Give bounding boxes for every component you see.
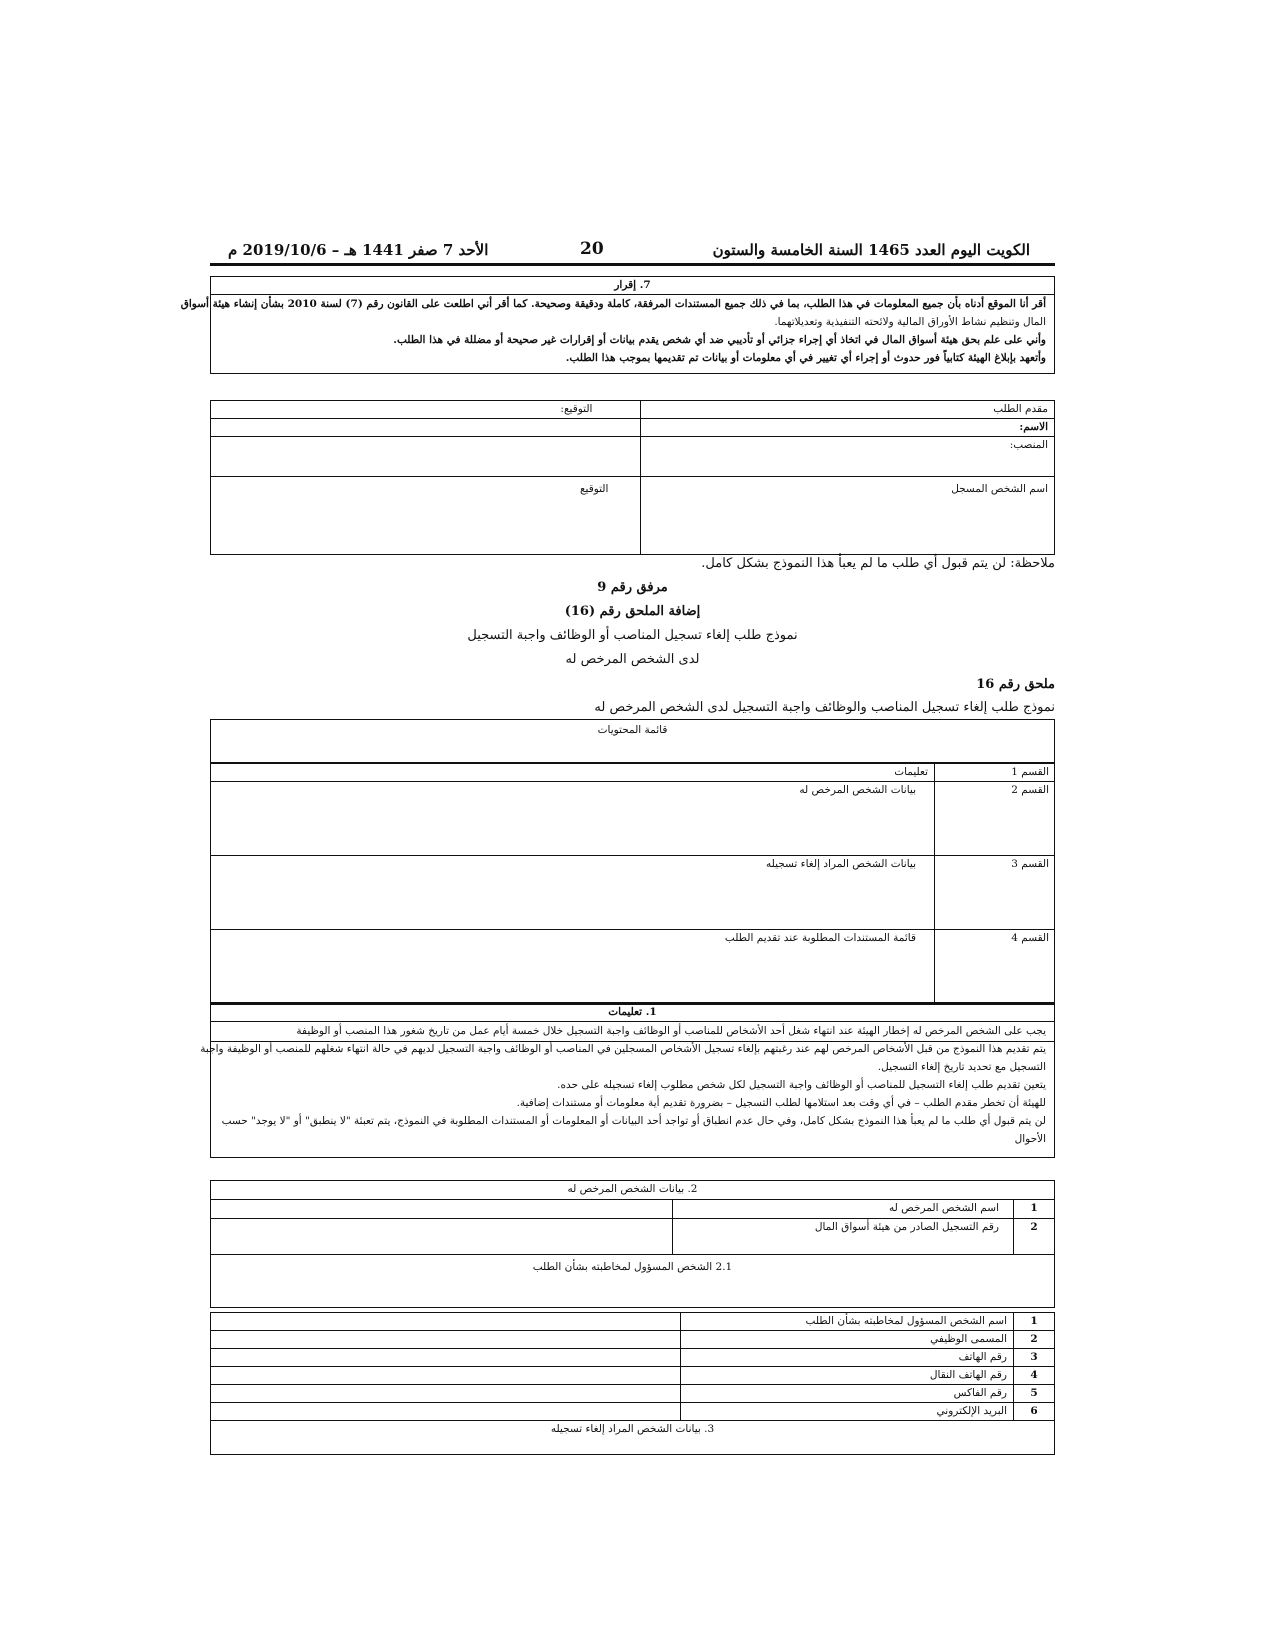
applicant-label: مقدم الطلب [641, 401, 1055, 419]
field-label: اسم الشخص المسؤول لمخاطبته بشأن الطلب [681, 1313, 1014, 1331]
row-number: 3 [1014, 1349, 1055, 1367]
annex-title: نموذج طلب إلغاء تسجيل المناصب والوظائف واجبة التسجيل لدى الشخص المرخص له [594, 700, 1055, 715]
form-note: ملاحظة: لن يتم قبول أي طلب ما لم يعبأ هذا النموذج بشكل كامل. [701, 556, 1055, 571]
contents-item: بيانات الشخص المرخص له [211, 782, 935, 856]
attachment-number: مرفق رقم 9 [597, 580, 668, 595]
contents-section: القسم 3 [935, 856, 1056, 930]
field-value [211, 1219, 673, 1255]
field-label: رقم الهاتف النقال [681, 1367, 1014, 1385]
name-label: الاسم: [641, 419, 1055, 437]
contact-person-table [210, 1312, 1055, 1455]
instruction-line: التسجيل مع تحديد تاريخ إلغاء التسجيل. [877, 1061, 1046, 1073]
signature-table [210, 400, 1055, 555]
form-subtitle: لدى الشخص المرخص له [565, 652, 700, 667]
row-number: 2 [1014, 1331, 1055, 1349]
header-date: الأحد 7 صفر 1441 هـ – 2019/10/6 م [228, 241, 489, 259]
declaration-text [180, 295, 1054, 367]
position-label: المنصب: [641, 437, 1055, 477]
licensed-person-title: 2. بيانات الشخص المرخص له [211, 1181, 1055, 1200]
declaration-box [180, 276, 1055, 374]
contents-section: القسم 4 [935, 930, 1056, 1004]
signature-cell [211, 419, 641, 437]
row-number: 6 [1014, 1403, 1055, 1421]
field-value [211, 1349, 681, 1367]
field-value [211, 1200, 673, 1219]
licensed-person-table [210, 1180, 1055, 1308]
registered-signature-label: التوقيع [211, 477, 641, 555]
declaration-line: وأتعهد بإبلاغ الهيئة كتابياً فور حدوث أو إجراء أي تغيير في أي معلومات أو بيانات تم تقديمها بموجب هذا الطلب. [565, 352, 1046, 364]
declaration-line: المال وتنظيم نشاط الأوراق المالية ولائحته التنفيذية وتعديلاتهما. [774, 316, 1046, 328]
signature-cell [211, 437, 641, 477]
signature-label: التوقيع: [211, 401, 641, 419]
instruction-line: يتعين تقديم طلب إلغاء التسجيل للمناصب أو الوظائف واجبة التسجيل لكل شخص مطلوب إلغاء تسجيله على حده. [557, 1079, 1046, 1091]
field-label: رقم التسجيل الصادر من هيئة أسواق المال [673, 1219, 1014, 1255]
declaration-title: 7. إقرار [211, 277, 1054, 295]
field-value [211, 1403, 681, 1421]
instruction-line: لن يتم قبول أي طلب ما لم يعبأ هذا النموذج بشكل كامل، وفي حال عدم انطباق أو تواجد أحد البيانات أو المعلومات أو المستندات المطلوبة في النموذج، يتم تعبئة "لا ينطبق" أو "لا يوجد" حسب [221, 1115, 1046, 1127]
registered-person-label: اسم الشخص المسجل [641, 477, 1055, 555]
annex-number: ملحق رقم 16 [976, 677, 1055, 692]
row-number: 1 [1014, 1313, 1055, 1331]
row-number: 2 [1014, 1219, 1055, 1255]
field-value [211, 1385, 681, 1403]
instruction-line: يتم تقديم هذا النموذج من قبل الأشخاص المرخص لهم عند رغبتهم بإلغاء تسجيل الأشخاص المسجلين في المناصب أو الوظائف واجبة التسجيل لديهم في حالة انتهاء شغلهم للمنصب أو الوظيفة واجبة [200, 1043, 1046, 1055]
contents-section: القسم 2 [935, 782, 1056, 856]
field-label: رقم الهاتف [681, 1349, 1014, 1367]
instructions-box [200, 1002, 1055, 1158]
contents-item: قائمة المستندات المطلوبة عند تقديم الطلب [211, 930, 935, 1004]
field-value [211, 1331, 681, 1349]
contents-table [210, 763, 1055, 1005]
deregistered-person-title: 3. بيانات الشخص المراد إلغاء تسجيله [211, 1421, 1055, 1455]
row-number: 1 [1014, 1200, 1055, 1219]
field-label: المسمى الوظيفي [681, 1331, 1014, 1349]
declaration-line: وأني على علم بحق هيئة أسواق المال في اتخاذ أي إجراء جزائي أو تأديبي ضد أي شخص يقدم بيانات أو إقرارات غير صحيحة أو مضللة في هذا الطلب. [393, 334, 1046, 346]
page-number: 20 [580, 239, 604, 259]
contents-title: قائمة المحتويات [211, 720, 1054, 763]
field-label: رقم الفاكس [681, 1385, 1014, 1403]
field-label: اسم الشخص المرخص له [673, 1200, 1014, 1219]
contact-person-subtitle: 2.1 الشخص المسؤول لمخاطبته بشأن الطلب [211, 1255, 1055, 1308]
field-value [211, 1367, 681, 1385]
annex-addition: إضافة الملحق رقم (16) [564, 604, 701, 619]
header-issue-info: الكويت اليوم العدد 1465 السنة الخامسة والستون [712, 241, 1030, 259]
field-value [211, 1313, 681, 1331]
contents-item: بيانات الشخص المراد إلغاء تسجيله [211, 856, 935, 930]
contents-item: تعليمات [211, 764, 935, 782]
declaration-line: أقر أنا الموقع أدناه بأن جميع المعلومات في هذا الطلب، بما في ذلك جميع المستندات المرفقة، كاملة ودقيقة وصحيحة. كما أقر أني اطلعت على القانون رقم (7) لسنة 2010 بشأن إنشاء هيئة أسواق [180, 298, 1046, 310]
instruction-line: للهيئة أن تخطر مقدم الطلب – في أي وقت بعد استلامها لطلب التسجيل – بضرورة تقديم أية معلومات أو مستندات إضافية. [516, 1097, 1046, 1109]
contents-box [210, 719, 1055, 1042]
form-title: نموذج طلب إلغاء تسجيل المناصب أو الوظائف واجبة التسجيل [467, 628, 798, 643]
instructions-text [200, 1022, 1054, 1148]
header-rule [210, 263, 1055, 266]
field-label: البريد الإلكتروني [681, 1403, 1014, 1421]
row-number: 4 [1014, 1367, 1055, 1385]
instruction-line: الأحوال [1014, 1133, 1046, 1145]
instruction-line: يجب على الشخص المرخص له إخطار الهيئة عند انتهاء شغل أحد الأشخاص للمناصب أو الوظائف واجبة التسجيل خلال خمسة أيام عمل من تاريخ شغور هذا المنصب أو الوظيفة [296, 1025, 1046, 1037]
contents-section: القسم 1 [935, 764, 1056, 782]
instructions-title: 1. تعليمات [211, 1003, 1054, 1022]
row-number: 5 [1014, 1385, 1055, 1403]
